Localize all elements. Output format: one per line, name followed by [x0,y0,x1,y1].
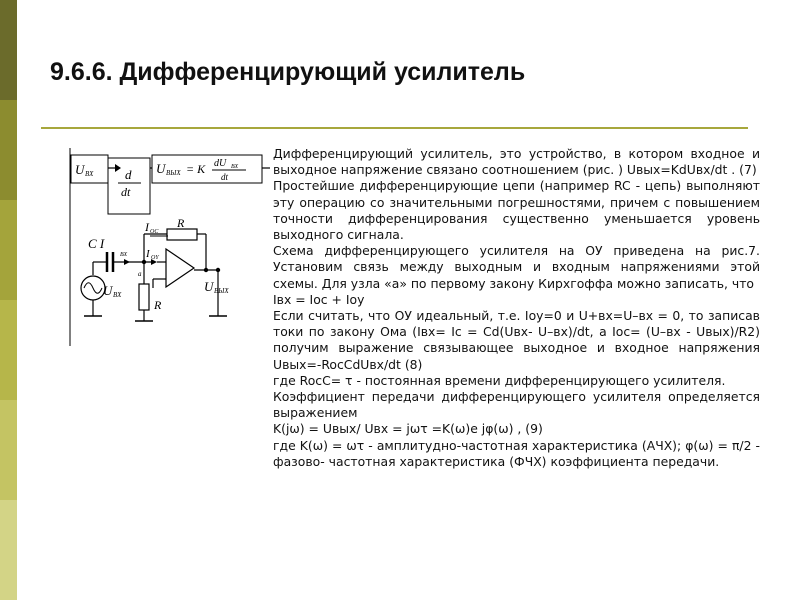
paragraph-3: Схема дифференцирующего усилителя на ОУ приведена на рис.7. Установим связь между выходным и входным напряжениями этой схемы. Для узла «а» по первому закону Кирхгоффа можно записать, что [273,243,760,291]
paragraph-7: Коэффициент передачи дифференцирующего усилителя определяется выражением [273,389,760,421]
decor-strip-4 [0,300,17,400]
current-arrow [124,259,130,265]
op-amp-triangle [166,249,194,287]
decor-strip-3 [0,200,17,300]
operator-top: d [125,167,132,182]
decor-strip-5 [0,400,17,500]
paragraph-8: K(jω) = Uвых/ Uвх = jωτ =K(ω)e jφ(ω) , (9) [273,421,543,437]
uvyx-sub: ВЫХ [214,287,229,295]
block-input-label: U [75,162,85,177]
decor-strip-1 [0,0,17,100]
paragraph-4: Iвх = Iос + Iоу [273,291,365,307]
formula-den: dt [221,172,229,182]
feedback-resistor [167,229,197,240]
paragraph-2: Простейшие дифференцирующие цепи (например RC - цепь) выполняют эту операцию со значительными погрешностями, причем с повышением точности дифференцирования существенно уменьшается уровень выходного сигнала. [273,178,760,243]
slide-title: 9.6.6. Дифференцирующий усилитель [50,58,526,86]
cap-label: C I [88,236,105,251]
ioy-sub: OY [151,255,159,261]
formula-eq: = K [186,162,206,176]
decor-strip-6 [0,500,17,600]
slide-body [273,146,760,470]
block-input-sub: ВХ [85,170,94,178]
paragraph-6: где RocC= τ - постоянная времени дифференцирующего усилителя. [273,372,726,388]
paragraph-1: Дифференцирующий усилитель, это устройство, в котором входное и выходное напряжение связано соотношением (рис. ) Uвых=KdUвх/dt . (7) [273,146,760,178]
node-a-label: a [138,270,142,278]
decor-strip-2 [0,100,17,200]
paragraph-5: Если считать, что ОУ идеальный, т.е. Iоу=0 и U+вх=U–вх = 0, то записав токи по закону Ома (Iвх= Ic = Cd(Uвх- U–вх)/dt, а Iос= (U–вх - Uвых)/R2) получим выражение связывающее выходное и входное напряжения Uвых=-RocCdUвх/dt (8) [273,308,760,372]
sine-symbol [84,283,102,294]
block-output-sub: ВЫХ [166,169,181,177]
uvyx-label: U [204,279,214,294]
operator-bottom: dt [121,185,131,199]
r-top-label: R [177,216,185,230]
uvx-label: U [103,283,113,298]
paragraph-9: где K(ω) = ωτ - амплитудно-частотная характеристика (АЧХ); φ(ω) = π/2 - фазово- частотная характеристика (ФЧХ) коэффициента передачи. [273,437,760,469]
block-output-label: U [156,161,166,176]
ioc-label: I [145,220,149,234]
formula-num-sub: ВХ [231,164,239,170]
uvx-sub: ВХ [113,291,122,299]
bottom-resistor [139,284,149,310]
ioc-sub: OC [150,229,159,235]
r-bottom-label: R [154,298,162,312]
ioy-label: I [146,248,150,260]
formula-num: dU [214,158,227,169]
circuit-diagram [68,146,273,346]
cap-sub: ВХ [120,252,128,258]
title-divider [41,127,748,129]
